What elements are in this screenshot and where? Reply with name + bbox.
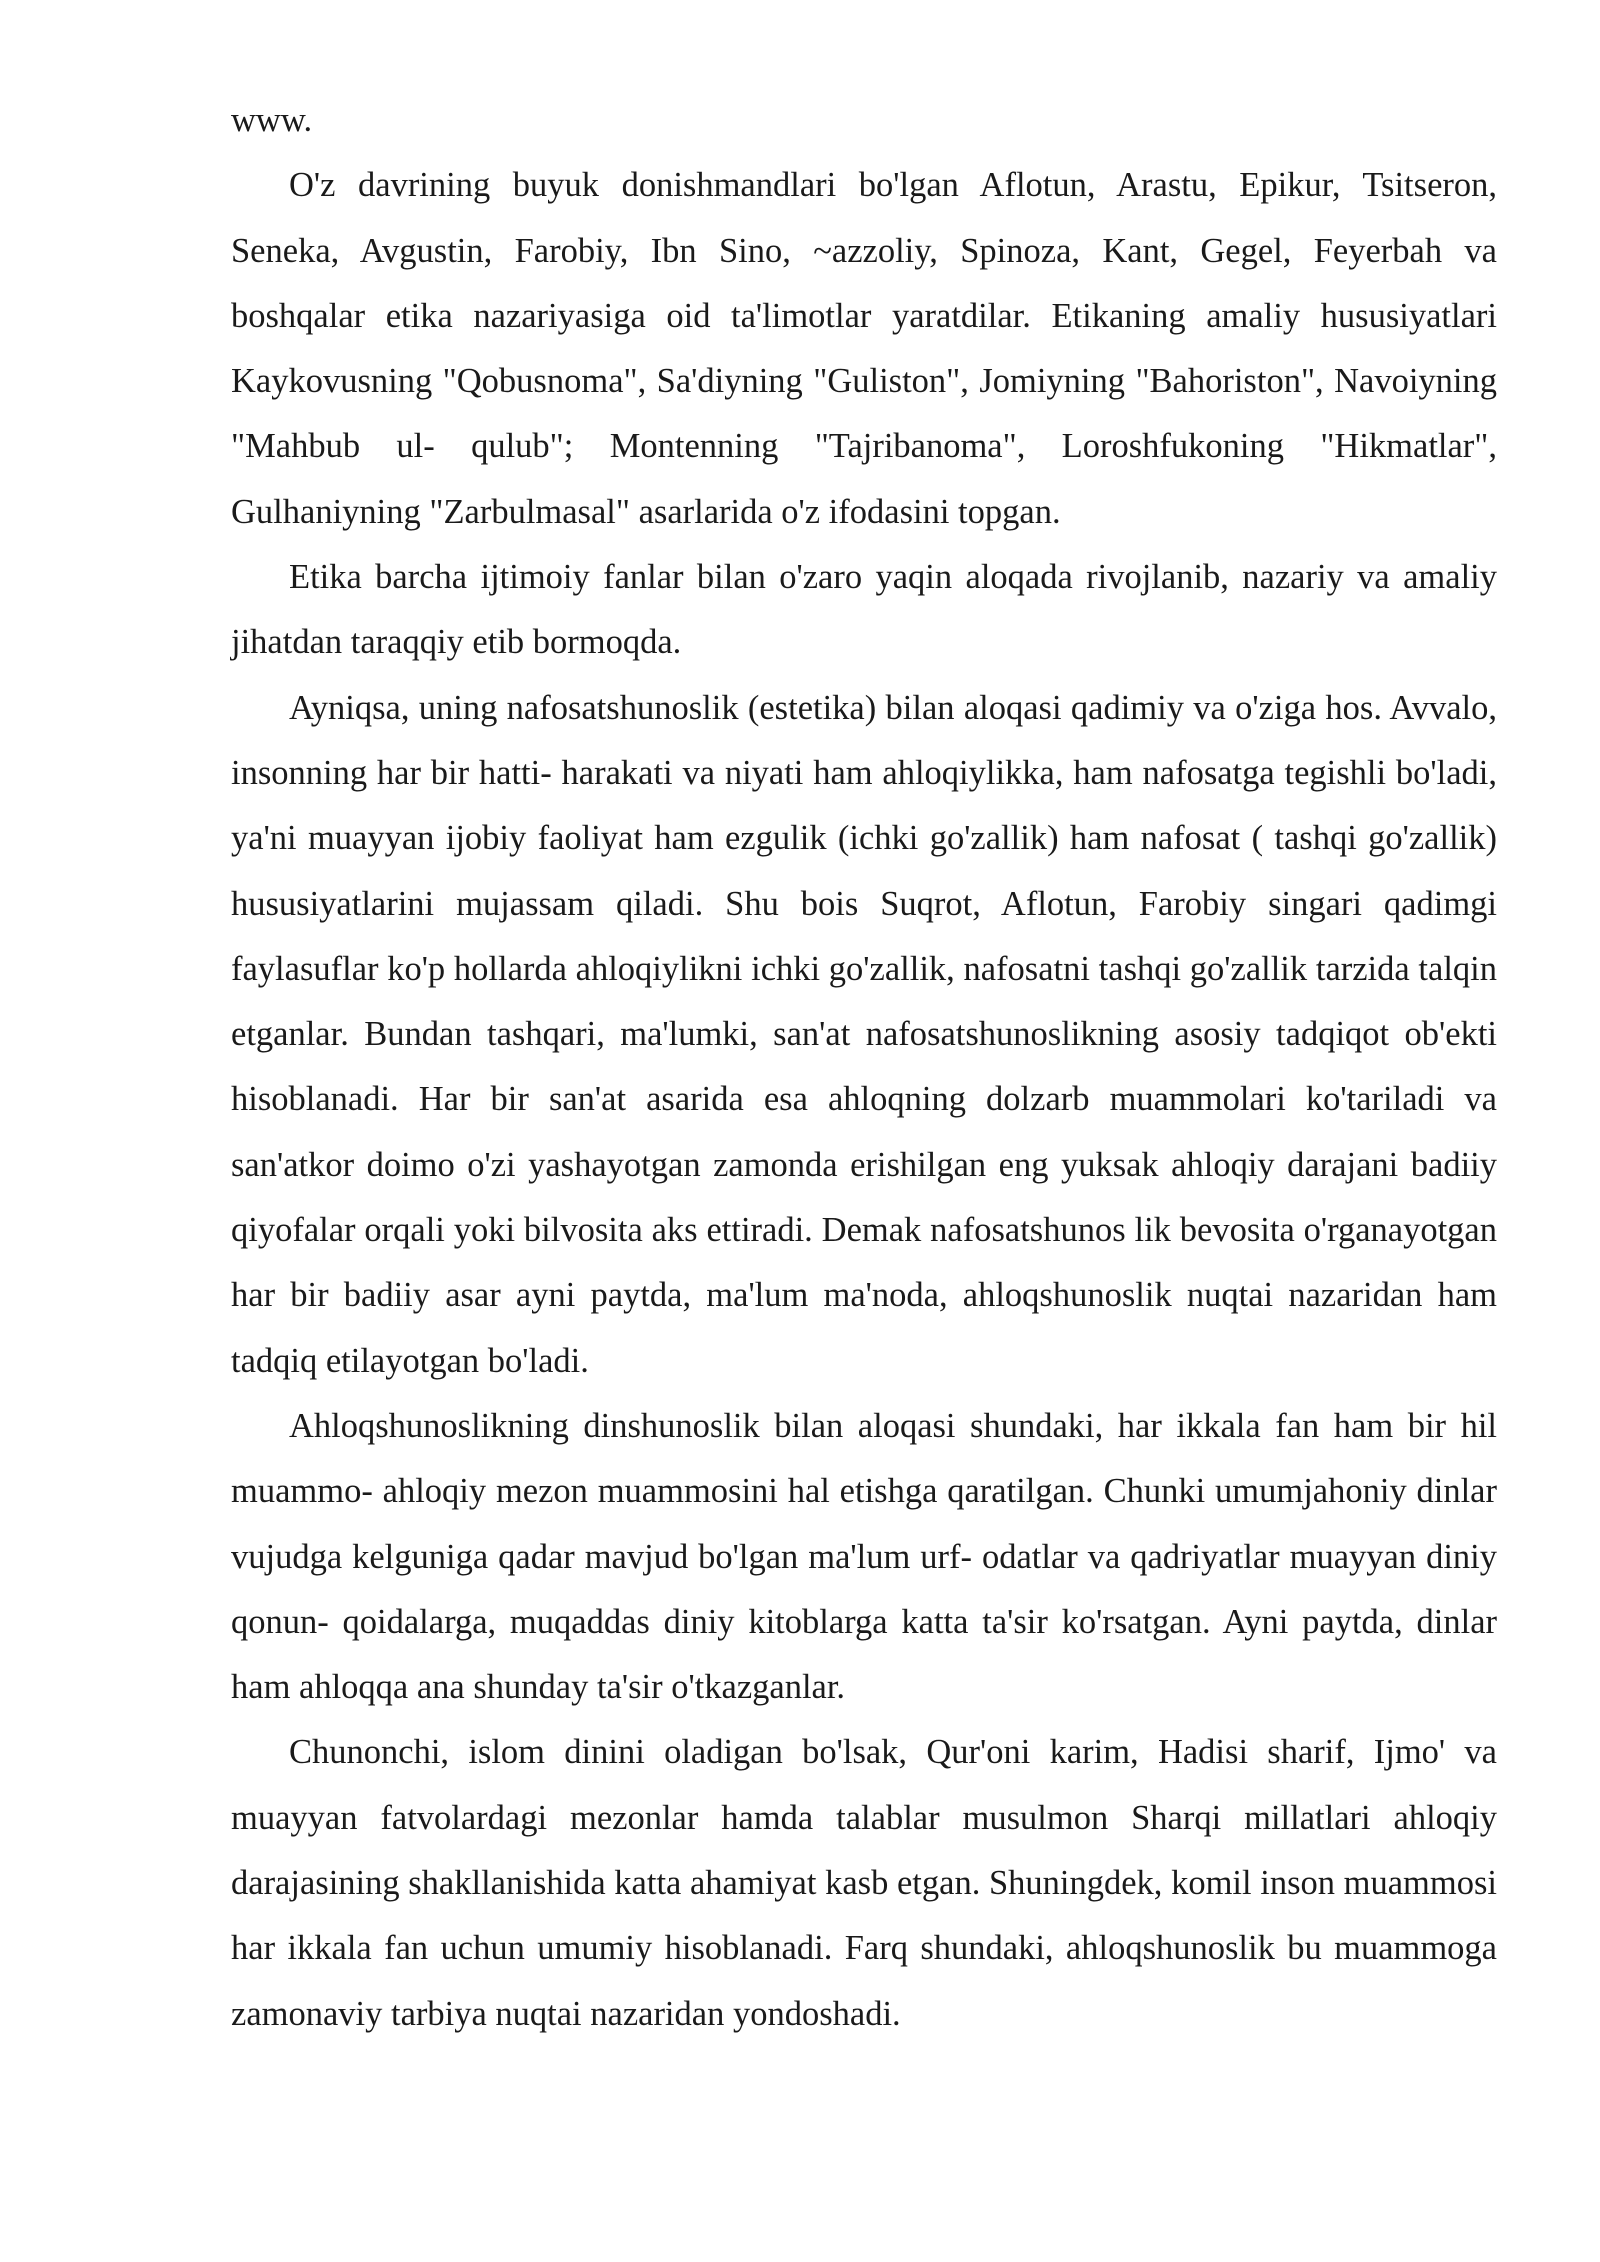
paragraph-islam: Chunonchi, islom dinini oladigan bo'lsak, Qur'oni karim, Hadisi sharif, Ijmo' va muayyan fatvolardagi mezonlar hamda talablar musulmon Sharqi millatlari ahloqiy darajasining shakllanishida katta ahamiyat kasb etgan. Shuningdek, komil inson muammosi har ikkala fan uchun umumiy hisoblanadi. Farq shundaki, ahloqshunoslik bu muammoga zamonaviy tarbiya nuqtai nazaridan yondoshadi.: [231, 1733, 1497, 2033]
document-page: [231, 88, 1497, 2047]
paragraph-aesthetics: Ayniqsa, uning nafosatshunoslik (estetika) bilan aloqasi qadimiy va o'ziga hos. Avvalo, insonning har bir hatti- harakati va niyati ham ahloqiylikka, ham nafosatga tegishli bo'ladi, ya'ni muayyan ijobiy faoliyat ham ezgulik (ichki go'zallik) ham nafosat ( tashqi go'zallik) hususiyatlarini mujassam qiladi. Shu bois Suqrot, Aflotun, Farobiy singari qadimgi faylasuflar ko'p hollarda ahloqiylikni ichki go'zallik, nafosatni tashqi go'zallik tarzida talqin etganlar. Bundan tashqari, ma'lumki, san'at nafosatshunoslikning asosiy tadqiqot ob'ekti hisoblanadi. Har bir san'at asarida esa ahloqning dolzarb muammolari ko'tariladi va san'atkor doimo o'zi yashayotgan zamonda erishilgan eng yuksak ahloqiy darajani badiiy qiyofalar orqali yoki bilvosita aks ettiradi. Demak nafosatshunos lik bevosita o'rganayotgan har bir badiiy asar ayni paytda, ma'lum ma'noda, ahloqshunoslik nuqtai nazaridan ham tadqiq etilayotgan bo'ladi.: [231, 688, 1497, 1380]
url-fragment: www.: [231, 101, 313, 139]
paragraph-religion: Ahloqshunoslikning dinshunoslik bilan aloqasi shundaki, har ikkala fan ham bir hil muammo- ahloqiy mezon muammosini hal etishga qaratilgan. Chunki umumjahoniy dinlar vujudga kelguniga qadar mavjud bo'lgan ma'lum urf- odatlar va qadriyatlar muayyan diniy qonun- qoidalarga, muqaddas diniy kitoblarga katta ta'sir ko'rsatgan. Ayni paytda, dinlar ham ahloqqa ana shunday ta'sir o'tkazganlar.: [231, 1406, 1497, 1707]
paragraph-ethics-development: Etika barcha ijtimoiy fanlar bilan o'zaro yaqin aloqada rivojlanib, nazariy va amaliy jihatdan taraqqiy etib bormoqda.: [231, 558, 1497, 662]
paragraph-philosophers: O'z davrining buyuk donishmandlari bo'lgan Aflotun, Arastu, Epikur, Tsitseron, Seneka, Avgustin, Farobiy, Ibn Sino, ~azzoliy, Spinoza, Kant, Gegel, Feyerbah va boshqalar etika nazariyasiga oid ta'limotlar yaratdilar. Etikaning amaliy hususiyatlari Kaykovusning "Qobusnoma", Sa'diyning "Guliston", Jomiyning "Bahoriston", Navoiyning "Mahbub ul- qulub"; Montenning "Tajribanoma", Loroshfukoning "Hikmatlar", Gulhaniyning "Zarbulmasal" asarlarida o'z ifodasini topgan.: [231, 166, 1497, 531]
